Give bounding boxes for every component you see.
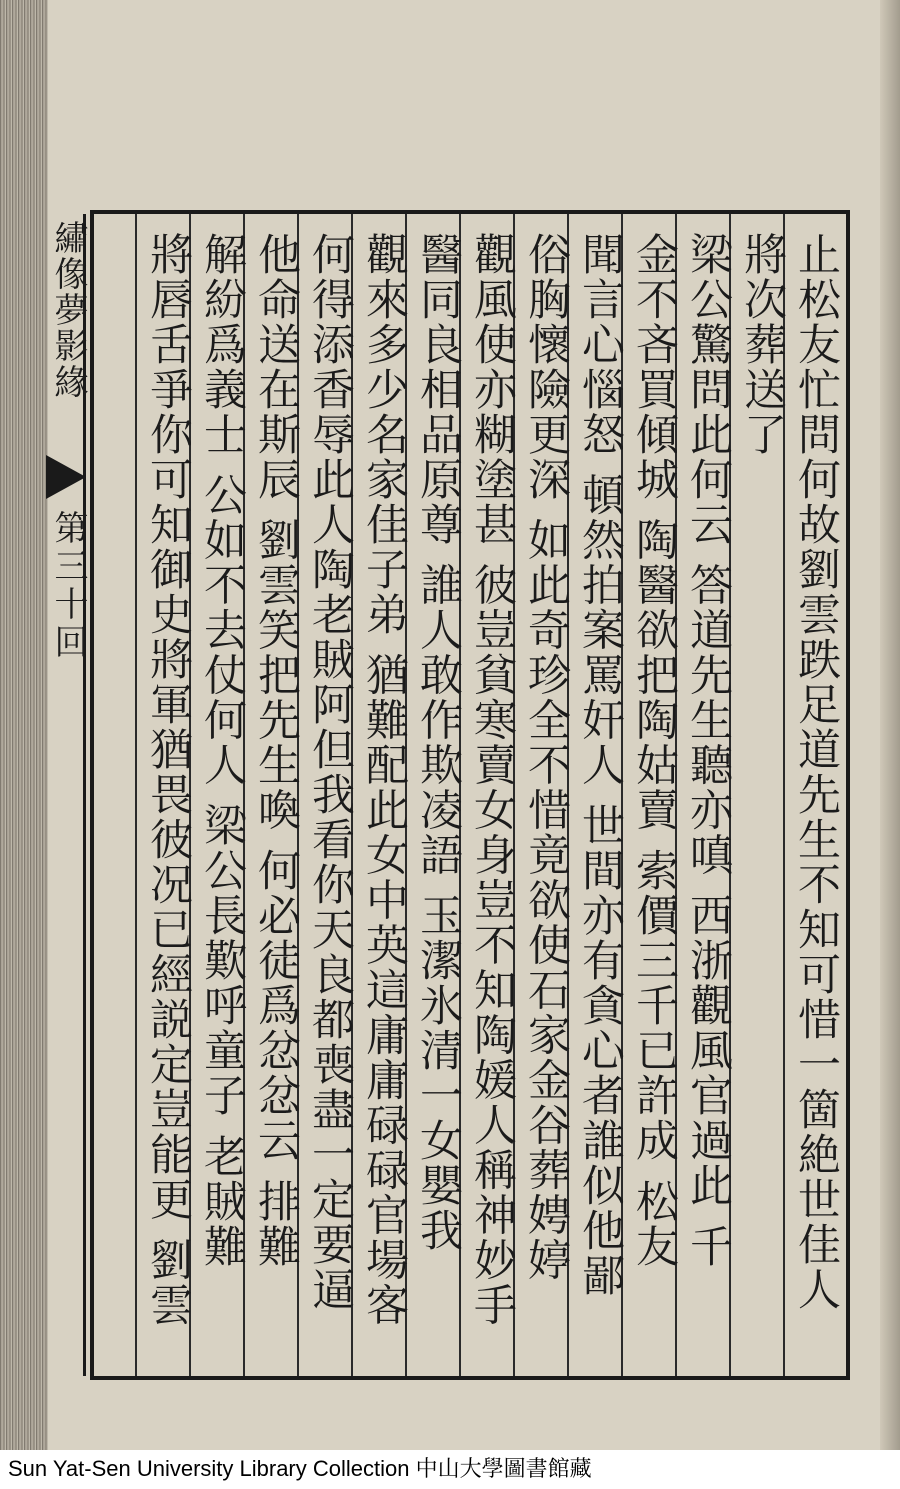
page-edge-stack bbox=[0, 0, 48, 1450]
text-column-8: 醫同良相品原尊 誰人敢作欺凌語 玉潔氷清一女嬰我 bbox=[413, 232, 463, 1254]
text-column-12: 解紛爲義士 公如不去仗何人 梁公長歎呼童子 老賊難 bbox=[197, 232, 247, 1270]
text-column-7: 觀風使亦糊塗甚 彼豈貧寒賣女身豈不知陶媛人稱神妙手 bbox=[467, 232, 517, 1328]
text-column-11: 他命送在斯辰 劉雲笑把先生喚 何必徒爲忿忿云 排難 bbox=[251, 232, 301, 1270]
column-rule bbox=[135, 214, 137, 1376]
text-column-1: 止松友忙問何故劉雲跌足道先生不知可惜一箇絶世佳人 bbox=[791, 232, 841, 1312]
text-column-2: 將次葬送了 bbox=[737, 232, 787, 457]
text-column-5: 聞言心惱怒 頓然拍案罵奸人 世間亦有貪心者誰似他鄙 bbox=[575, 232, 625, 1299]
chapter-label: 第三十回 bbox=[48, 510, 88, 662]
text-column-3: 梁公驚問此何云 答道先生聽亦嗔 西浙觀風官過此 千 bbox=[683, 232, 733, 1270]
fishtail-mark bbox=[46, 455, 86, 499]
book-title: 繡像夢影緣 bbox=[48, 220, 88, 400]
page-right-edge bbox=[880, 0, 900, 1450]
library-caption: Sun Yat-Sen University Library Collection 中山大學圖書館藏 bbox=[8, 1456, 592, 1481]
text-column-9: 觀來多少名家佳子弟 猶難配此女中英這庸庸碌碌官場客 bbox=[359, 232, 409, 1328]
text-column-4: 金不吝買傾城 陶醫欲把陶姑賣 索價三千已許成 松友 bbox=[629, 232, 679, 1270]
text-column-10: 何得添香辱此人陶老賊阿但我看你天良都喪盡一定要逼 bbox=[305, 232, 355, 1312]
text-column-6: 俗胸懷險更深 如此奇珍全不惜竟欲使石家金谷葬娉婷 bbox=[521, 232, 571, 1283]
text-column-13: 將唇舌爭你可知御史將軍猶畏彼况已經説定豈能更 劉雲 bbox=[143, 232, 193, 1328]
